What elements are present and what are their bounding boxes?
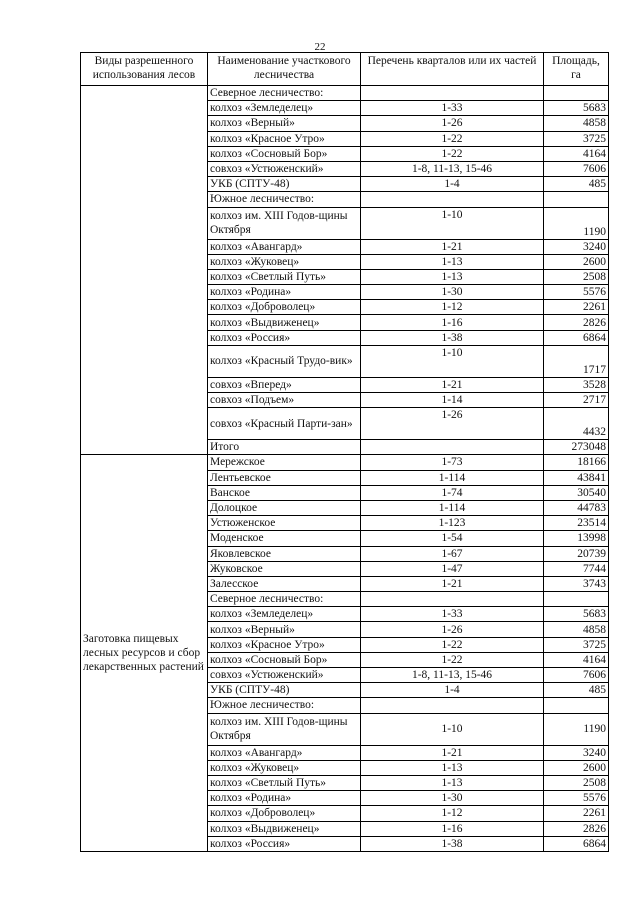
area-cell bbox=[544, 592, 609, 607]
forestry-name-cell: совхоз «Подъем» bbox=[208, 393, 361, 408]
quarters-cell: 1-12 bbox=[361, 806, 544, 821]
quarters-cell: 1-8, 11-13, 15-46 bbox=[361, 161, 544, 176]
forestry-name-cell: колхоз «Верный» bbox=[208, 622, 361, 637]
forestry-name-cell: Мережское bbox=[208, 455, 361, 470]
forestry-name-cell: колхоз «Верный» bbox=[208, 116, 361, 131]
area-cell: 1190 bbox=[544, 713, 609, 745]
area-cell: 44783 bbox=[544, 500, 609, 515]
quarters-cell: 1-47 bbox=[361, 561, 544, 576]
quarters-cell: 1-14 bbox=[361, 393, 544, 408]
forestry-name-cell: колхоз «Земледелец» bbox=[208, 101, 361, 116]
quarters-cell: 1-12 bbox=[361, 300, 544, 315]
quarters-cell: 1-16 bbox=[361, 821, 544, 836]
area-cell: 273048 bbox=[544, 440, 609, 455]
forestry-name-cell: Яковлевское bbox=[208, 546, 361, 561]
quarters-cell: 1-33 bbox=[361, 607, 544, 622]
usage-type-cell: Заготовка пищевых лесных ресурсов и сбор лекарственных растений bbox=[81, 455, 208, 852]
forestry-name-cell: колхоз «Доброволец» bbox=[208, 806, 361, 821]
forestry-name-cell: колхоз «Родина» bbox=[208, 285, 361, 300]
area-cell: 23514 bbox=[544, 516, 609, 531]
forestry-name-cell: колхоз «Сосновый Бор» bbox=[208, 652, 361, 667]
area-cell: 6864 bbox=[544, 330, 609, 345]
quarters-cell: 1-4 bbox=[361, 177, 544, 192]
quarters-cell bbox=[361, 698, 544, 713]
area-cell: 2508 bbox=[544, 269, 609, 284]
area-cell bbox=[544, 86, 609, 101]
forestry-name-cell: колхоз «Родина» bbox=[208, 791, 361, 806]
forestry-name-cell: колхоз «Красный Трудо-вик» bbox=[208, 345, 361, 377]
quarters-cell: 1-13 bbox=[361, 254, 544, 269]
forestry-name-cell: колхоз «Доброволец» bbox=[208, 300, 361, 315]
forestry-name-cell: колхоз им. XIII Годов-щины Октября bbox=[208, 713, 361, 745]
forestry-name-cell: Устюженское bbox=[208, 516, 361, 531]
page-number: 22 bbox=[314, 41, 326, 53]
area-cell: 4858 bbox=[544, 622, 609, 637]
area-cell: 43841 bbox=[544, 470, 609, 485]
forestry-name-cell: Итого bbox=[208, 440, 361, 455]
table-row bbox=[81, 86, 609, 101]
quarters-cell bbox=[361, 192, 544, 207]
forestry-name-cell: Моденское bbox=[208, 531, 361, 546]
area-cell: 2717 bbox=[544, 393, 609, 408]
quarters-cell: 1-8, 11-13, 15-46 bbox=[361, 668, 544, 683]
forestry-name-cell: колхоз «Красное Утро» bbox=[208, 131, 361, 146]
area-cell: 5683 bbox=[544, 101, 609, 116]
area-cell: 485 bbox=[544, 683, 609, 698]
area-cell: 2600 bbox=[544, 760, 609, 775]
area-cell: 4432 bbox=[544, 408, 609, 440]
area-cell: 7744 bbox=[544, 561, 609, 576]
area-cell: 3725 bbox=[544, 637, 609, 652]
quarters-cell: 1-26 bbox=[361, 116, 544, 131]
forestry-name-cell: Южное лесничество: bbox=[208, 698, 361, 713]
forestry-name-cell: колхоз «Выдвиженец» bbox=[208, 315, 361, 330]
area-cell: 3743 bbox=[544, 576, 609, 591]
area-cell: 6864 bbox=[544, 836, 609, 851]
forestry-name-cell: колхоз «Светлый Путь» bbox=[208, 775, 361, 790]
forestry-name-cell: Южное лесничество: bbox=[208, 192, 361, 207]
quarters-cell: 1-13 bbox=[361, 269, 544, 284]
quarters-cell bbox=[361, 440, 544, 455]
forestry-name-cell: колхоз «Сосновый Бор» bbox=[208, 146, 361, 161]
forestry-name-cell: колхоз им. XIII Годов-щины Октября bbox=[208, 207, 361, 239]
area-cell: 30540 bbox=[544, 485, 609, 500]
forestry-name-cell: УКБ (СПТУ-48) bbox=[208, 683, 361, 698]
quarters-cell: 1-21 bbox=[361, 377, 544, 392]
forestry-name-cell: УКБ (СПТУ-48) bbox=[208, 177, 361, 192]
forestry-name-cell: совхоз «Красный Парти-зан» bbox=[208, 408, 361, 440]
forestry-name-cell: Ванское bbox=[208, 485, 361, 500]
quarters-cell: 1-26 bbox=[361, 622, 544, 637]
forestry-name-cell: колхоз «Жуковец» bbox=[208, 760, 361, 775]
quarters-cell: 1-22 bbox=[361, 131, 544, 146]
quarters-cell: 1-10 bbox=[361, 713, 544, 745]
forestry-name-cell: колхоз «Россия» bbox=[208, 330, 361, 345]
area-cell: 5576 bbox=[544, 285, 609, 300]
area-cell: 7606 bbox=[544, 668, 609, 683]
area-cell bbox=[544, 192, 609, 207]
quarters-cell: 1-22 bbox=[361, 146, 544, 161]
forestry-name-cell: Северное лесничество: bbox=[208, 592, 361, 607]
quarters-cell: 1-74 bbox=[361, 485, 544, 500]
area-cell: 7606 bbox=[544, 161, 609, 176]
area-cell: 2261 bbox=[544, 806, 609, 821]
quarters-cell: 1-4 bbox=[361, 683, 544, 698]
table-row bbox=[81, 455, 609, 470]
forestry-name-cell: Жуковское bbox=[208, 561, 361, 576]
forestry-name-cell: колхоз «Россия» bbox=[208, 836, 361, 851]
forestry-name-cell: колхоз «Авангард» bbox=[208, 239, 361, 254]
quarters-cell: 1-21 bbox=[361, 576, 544, 591]
quarters-cell: 1-123 bbox=[361, 516, 544, 531]
quarters-cell: 1-22 bbox=[361, 652, 544, 667]
area-cell: 3240 bbox=[544, 745, 609, 760]
quarters-cell: 1-30 bbox=[361, 791, 544, 806]
header-area: Площадь, га bbox=[544, 53, 609, 86]
header-forestry-name: Наименование участкового лесничества bbox=[208, 53, 361, 86]
quarters-cell: 1-13 bbox=[361, 760, 544, 775]
area-cell: 13998 bbox=[544, 531, 609, 546]
quarters-cell: 1-10 bbox=[361, 207, 544, 239]
area-cell: 20739 bbox=[544, 546, 609, 561]
area-cell: 4164 bbox=[544, 652, 609, 667]
usage-type-cell bbox=[81, 86, 208, 455]
forestry-name-cell: Залесское bbox=[208, 576, 361, 591]
area-cell: 5683 bbox=[544, 607, 609, 622]
quarters-cell: 1-21 bbox=[361, 745, 544, 760]
forestry-name-cell: колхоз «Земледелец» bbox=[208, 607, 361, 622]
quarters-cell: 1-33 bbox=[361, 101, 544, 116]
quarters-cell bbox=[361, 86, 544, 101]
area-cell: 3240 bbox=[544, 239, 609, 254]
forestry-name-cell: колхоз «Жуковец» bbox=[208, 254, 361, 269]
quarters-cell: 1-21 bbox=[361, 239, 544, 254]
quarters-cell: 1-38 bbox=[361, 330, 544, 345]
quarters-cell: 1-67 bbox=[361, 546, 544, 561]
quarters-cell: 1-10 bbox=[361, 345, 544, 377]
forestry-name-cell: совхоз «Вперед» bbox=[208, 377, 361, 392]
area-cell: 2261 bbox=[544, 300, 609, 315]
quarters-cell: 1-73 bbox=[361, 455, 544, 470]
forestry-name-cell: колхоз «Авангард» bbox=[208, 745, 361, 760]
area-cell: 2508 bbox=[544, 775, 609, 790]
area-cell: 3528 bbox=[544, 377, 609, 392]
area-cell: 4164 bbox=[544, 146, 609, 161]
quarters-cell: 1-114 bbox=[361, 470, 544, 485]
area-cell: 1717 bbox=[544, 345, 609, 377]
quarters-cell: 1-114 bbox=[361, 500, 544, 515]
forestry-name-cell: колхоз «Выдвиженец» bbox=[208, 821, 361, 836]
forestry-name-cell: колхоз «Светлый Путь» bbox=[208, 269, 361, 284]
forestry-name-cell: Долоцкое bbox=[208, 500, 361, 515]
table-header-row bbox=[81, 53, 609, 86]
forestry-name-cell: колхоз «Красное Утро» bbox=[208, 637, 361, 652]
quarters-cell: 1-13 bbox=[361, 775, 544, 790]
area-cell: 2600 bbox=[544, 254, 609, 269]
quarters-cell: 1-54 bbox=[361, 531, 544, 546]
quarters-cell: 1-22 bbox=[361, 637, 544, 652]
area-cell: 18166 bbox=[544, 455, 609, 470]
area-cell: 1190 bbox=[544, 207, 609, 239]
area-cell: 5576 bbox=[544, 791, 609, 806]
area-cell: 485 bbox=[544, 177, 609, 192]
quarters-cell: 1-26 bbox=[361, 408, 544, 440]
header-quarters: Перечень кварталов или их частей bbox=[361, 53, 544, 86]
area-cell: 2826 bbox=[544, 315, 609, 330]
forestry-name-cell: Лентьевское bbox=[208, 470, 361, 485]
forest-usage-table bbox=[80, 52, 609, 852]
area-cell: 2826 bbox=[544, 821, 609, 836]
quarters-cell: 1-38 bbox=[361, 836, 544, 851]
quarters-cell bbox=[361, 592, 544, 607]
quarters-cell: 1-30 bbox=[361, 285, 544, 300]
area-cell: 4858 bbox=[544, 116, 609, 131]
area-cell: 3725 bbox=[544, 131, 609, 146]
forestry-name-cell: Северное лесничество: bbox=[208, 86, 361, 101]
forestry-name-cell: совхоз «Устюженский» bbox=[208, 668, 361, 683]
forestry-name-cell: совхоз «Устюженский» bbox=[208, 161, 361, 176]
area-cell bbox=[544, 698, 609, 713]
quarters-cell: 1-16 bbox=[361, 315, 544, 330]
header-usage-type: Виды разрешенного использования лесов bbox=[81, 53, 208, 86]
